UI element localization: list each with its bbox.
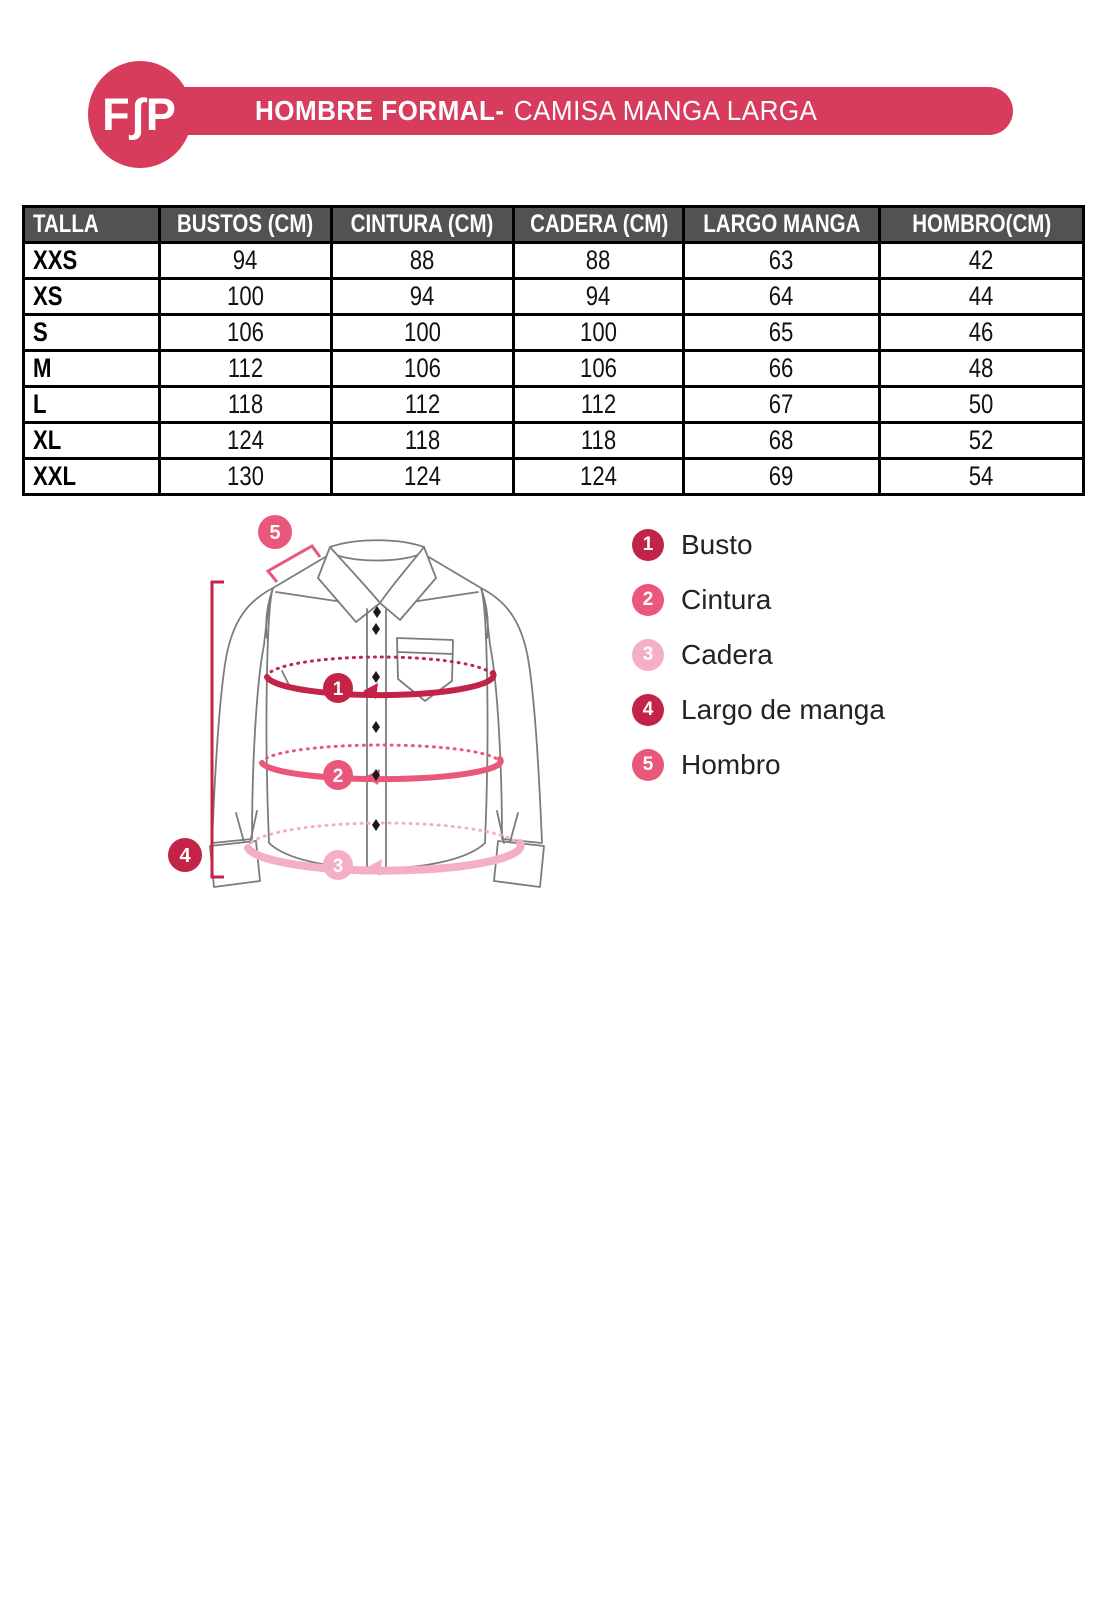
shirt-outline bbox=[210, 540, 544, 887]
legend-item-cadera bbox=[632, 639, 885, 671]
title-banner bbox=[150, 87, 1013, 135]
legend-label: Largo de manga bbox=[681, 694, 885, 725]
legend-marker-2: 2 bbox=[632, 584, 664, 616]
svg-text:4: 4 bbox=[179, 845, 191, 867]
page-title-product: CAMISA MANGA LARGA bbox=[513, 95, 818, 126]
size-label: XXS bbox=[24, 243, 160, 279]
brand-logo-text: F∫P bbox=[102, 88, 178, 140]
table-row: XS 100 94 94 64 44 bbox=[24, 279, 1084, 315]
brand-logo bbox=[88, 61, 192, 168]
legend-marker-4: 4 bbox=[632, 694, 664, 726]
legend-label: Cintura bbox=[681, 584, 772, 615]
col-header-bustos: BUSTOS (CM) bbox=[160, 207, 332, 243]
size-table bbox=[22, 205, 1085, 496]
right-sleeve bbox=[481, 588, 542, 843]
left-sleeve bbox=[212, 588, 273, 843]
legend-marker-3: 3 bbox=[632, 639, 664, 671]
legend-label: Busto bbox=[681, 529, 753, 560]
marker-5-hombro bbox=[258, 515, 292, 549]
legend-item-busto bbox=[632, 529, 885, 561]
size-label: XXL bbox=[24, 459, 160, 495]
marker-1-busto bbox=[323, 673, 353, 703]
legend-item-largo-de-manga bbox=[632, 694, 885, 726]
legend-marker-5: 5 bbox=[632, 749, 664, 781]
table-row: L 118 112 112 67 50 bbox=[24, 387, 1084, 423]
legend-label: Hombro bbox=[681, 749, 781, 780]
marker-3-cadera bbox=[323, 850, 353, 880]
collar-band bbox=[330, 540, 424, 547]
legend-label: Cadera bbox=[681, 639, 773, 670]
page-title-category: HOMBRE FORMAL- bbox=[255, 95, 505, 126]
table-row: XXS 94 88 88 63 42 bbox=[24, 243, 1084, 279]
svg-text:1: 1 bbox=[332, 679, 344, 700]
size-label: XS bbox=[24, 279, 160, 315]
legend-marker-1: 1 bbox=[632, 529, 664, 561]
col-header-hombro: HOMBRO(CM) bbox=[880, 207, 1084, 243]
col-header-cintura: CINTURA (CM) bbox=[332, 207, 514, 243]
table-row: S 106 100 100 65 46 bbox=[24, 315, 1084, 351]
size-table-header-row bbox=[24, 207, 1084, 243]
size-label: L bbox=[24, 387, 160, 423]
table-row: XXL 130 124 124 69 54 bbox=[24, 459, 1084, 495]
shirt-measurement-diagram bbox=[160, 505, 580, 900]
size-label: S bbox=[24, 315, 160, 351]
col-header-cadera: CADERA (CM) bbox=[514, 207, 684, 243]
marker-2-cintura bbox=[323, 760, 353, 790]
marker-4-largo-de-manga bbox=[168, 838, 202, 872]
table-row: XL 124 118 118 68 52 bbox=[24, 423, 1084, 459]
legend-item-cintura bbox=[632, 584, 885, 616]
svg-text:3: 3 bbox=[332, 856, 344, 877]
measurement-legend bbox=[632, 529, 885, 804]
svg-text:5: 5 bbox=[269, 522, 281, 544]
legend-item-hombro bbox=[632, 749, 885, 781]
svg-text:2: 2 bbox=[332, 766, 344, 787]
size-label: XL bbox=[24, 423, 160, 459]
size-label: M bbox=[24, 351, 160, 387]
page-title bbox=[255, 95, 817, 127]
col-header-largo-manga: LARGO MANGA bbox=[684, 207, 880, 243]
col-header-talla: TALLA bbox=[24, 207, 160, 243]
table-row: M 112 106 106 66 48 bbox=[24, 351, 1084, 387]
